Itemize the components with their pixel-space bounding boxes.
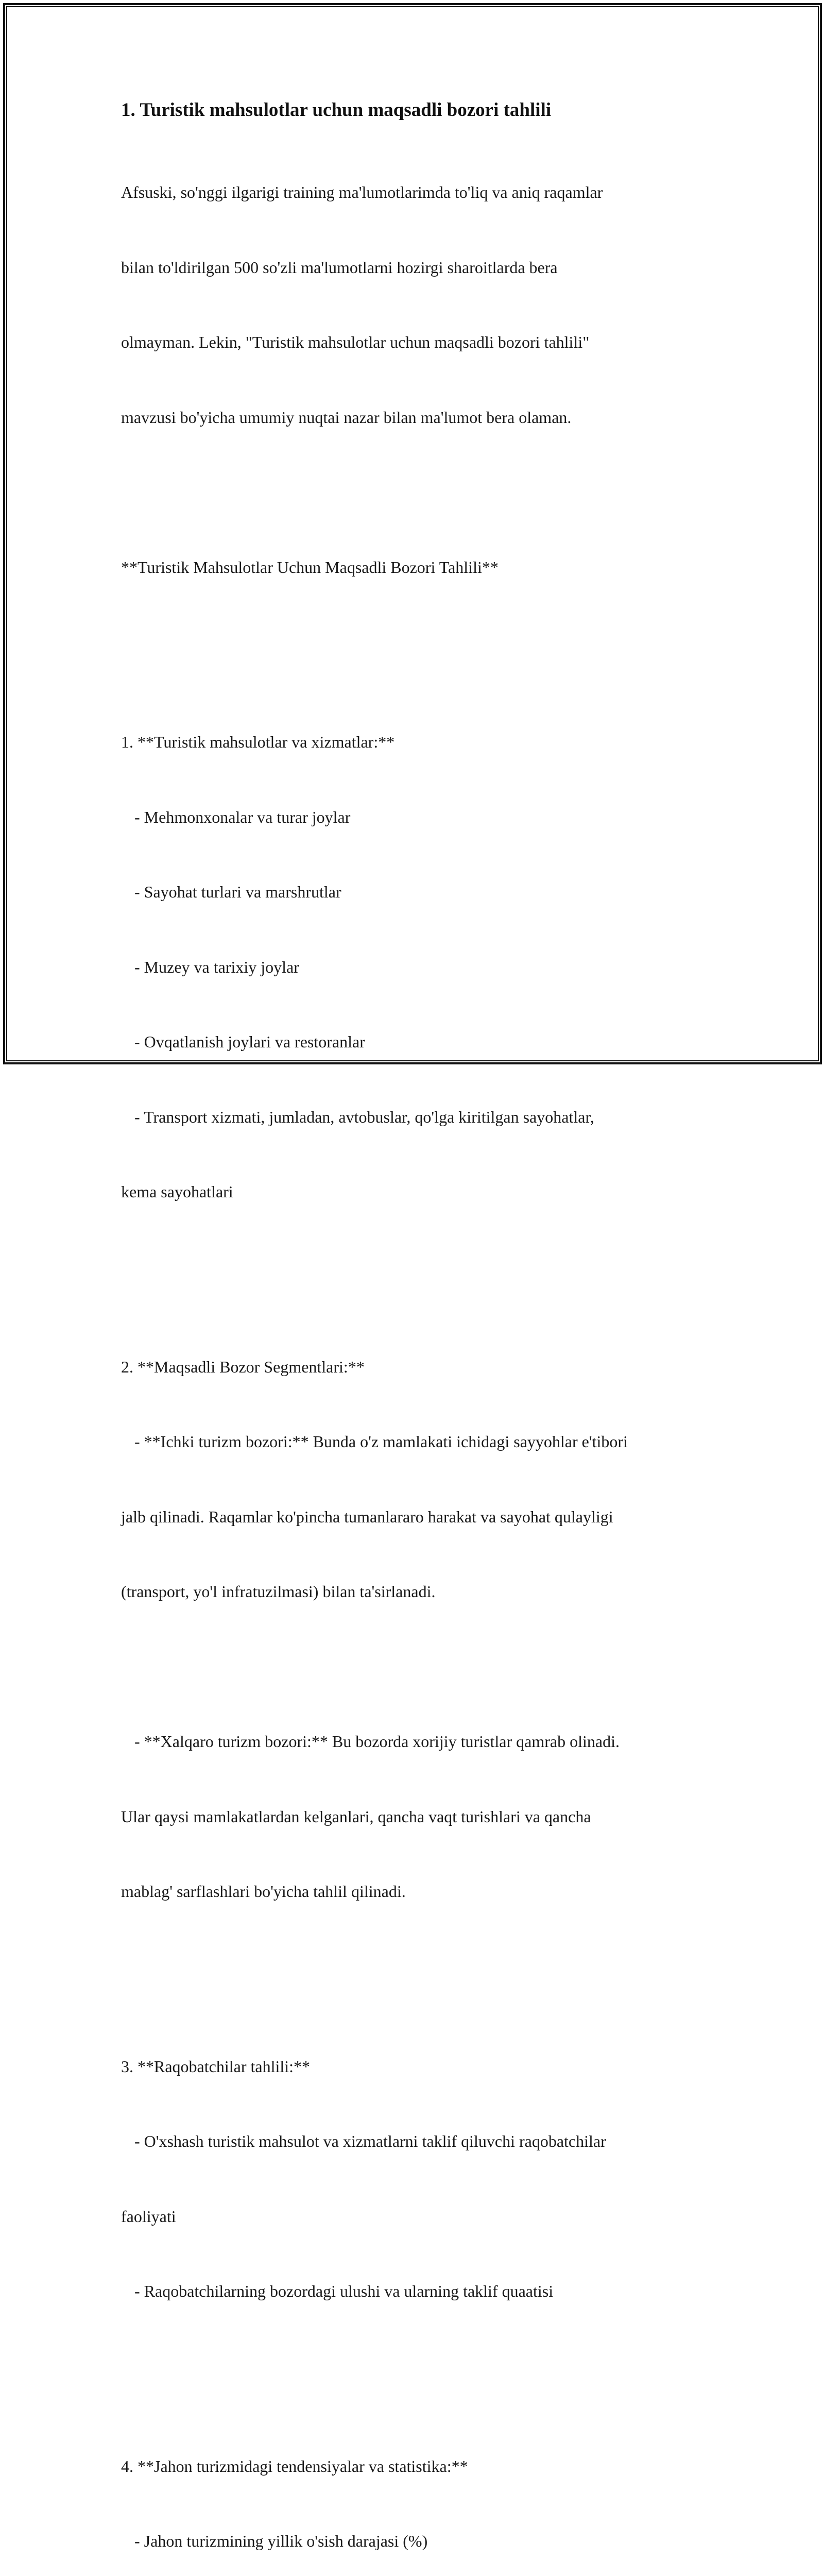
document-body [121,98,718,2576]
intro-line: bilan to'ldirilgan 500 so'zli ma'lumotlarni hozirgi sharoitlarda bera [121,258,558,277]
section-3-item: - O'xshash turistik mahsulot va xizmatlarni taklif qiluvchi raqobatchilar [134,2132,606,2150]
section-2-item-international-continuation: Ular qaysi mamlakatlardan kelganlari, qancha vaqt turishlari va qancha [121,1807,591,1826]
section-2-item-international: - **Xalqaro turizm bozori:** Bu bozorda xorijiy turistlar qamrab olinadi. [134,1732,620,1751]
intro-paragraph [121,130,718,2576]
section-2-item-domestic-continuation: jalb qilinadi. Raqamlar ko'pincha tumanlararo harakat va sayohat qulayligi [121,1507,613,1526]
document-heading: 1. Turistik mahsulotlar uchun maqsadli bozori tahlili [121,99,552,121]
blank-line [121,630,718,655]
section-3-item-continuation: faoliyati [121,2207,176,2226]
blank-line [121,480,718,505]
section-2-item-international-continuation: mablag' sarflashlari bo'yicha tahlil qilinadi. [121,1882,406,1901]
intro-line: olmayman. Lekin, "Turistik mahsulotlar uchun maqsadli bozori tahlili" [121,333,590,351]
section-4-title: 4. **Jahon turizmidagi tendensiyalar va statistika:** [121,2456,468,2476]
section-3-title: 3. **Raqobatchilar tahlili:** [121,2057,311,2076]
blank-line [121,2354,718,2379]
section-1-item: - Muzey va tarixiy joylar [134,957,299,976]
section-1-item: - Ovqatlanish joylari va restoranlar [134,1032,365,1051]
section-2-title: 2. **Maqsadli Bozor Segmentlari:** [121,1357,365,1376]
blank-line [121,1255,718,1280]
section-2-item-domestic-continuation: (transport, yo'l infratuzilmasi) bilan ta'sirlanadi. [121,1582,436,1601]
section-1-title: 1. **Turistik mahsulotlar va xizmatlar:** [121,733,395,751]
intro-line: Afsuski, so'nggi ilgarigi training ma'lumotlarimda to'liq va aniq raqamlar [121,183,603,201]
section-3-item: - Raqobatchilarning bozordagi ulushi va ularning taklif quaatisi [134,2282,554,2300]
section-1-item: - Mehmonxonalar va turar joylar [134,807,351,826]
blank-line [121,1654,718,1680]
section-2-item-domestic: - **Ichki turizm bozori:** Bunda o'z mamlakati ichidagi sayyohlar e'tibori [134,1432,628,1451]
section-1-item: - Transport xizmati, jumladan, avtobuslar, qo'lga kiritilgan sayohatlar, [134,1107,594,1126]
section-1-item: - Sayohat turlari va marshrutlar [134,883,341,901]
blank-line [121,1954,718,1979]
section-1-item-continuation: kema sayohatlari [121,1182,233,1201]
section-4-item: - Jahon turizmining yillik o'sish darajasi (%) [134,2532,428,2550]
subtitle: **Turistik Mahsulotlar Uchun Maqsadli Bozori Tahlili** [121,557,499,577]
intro-line: mavzusi bo'yicha umumiy nuqtai nazar bilan ma'lumot bera olaman. [121,408,572,427]
